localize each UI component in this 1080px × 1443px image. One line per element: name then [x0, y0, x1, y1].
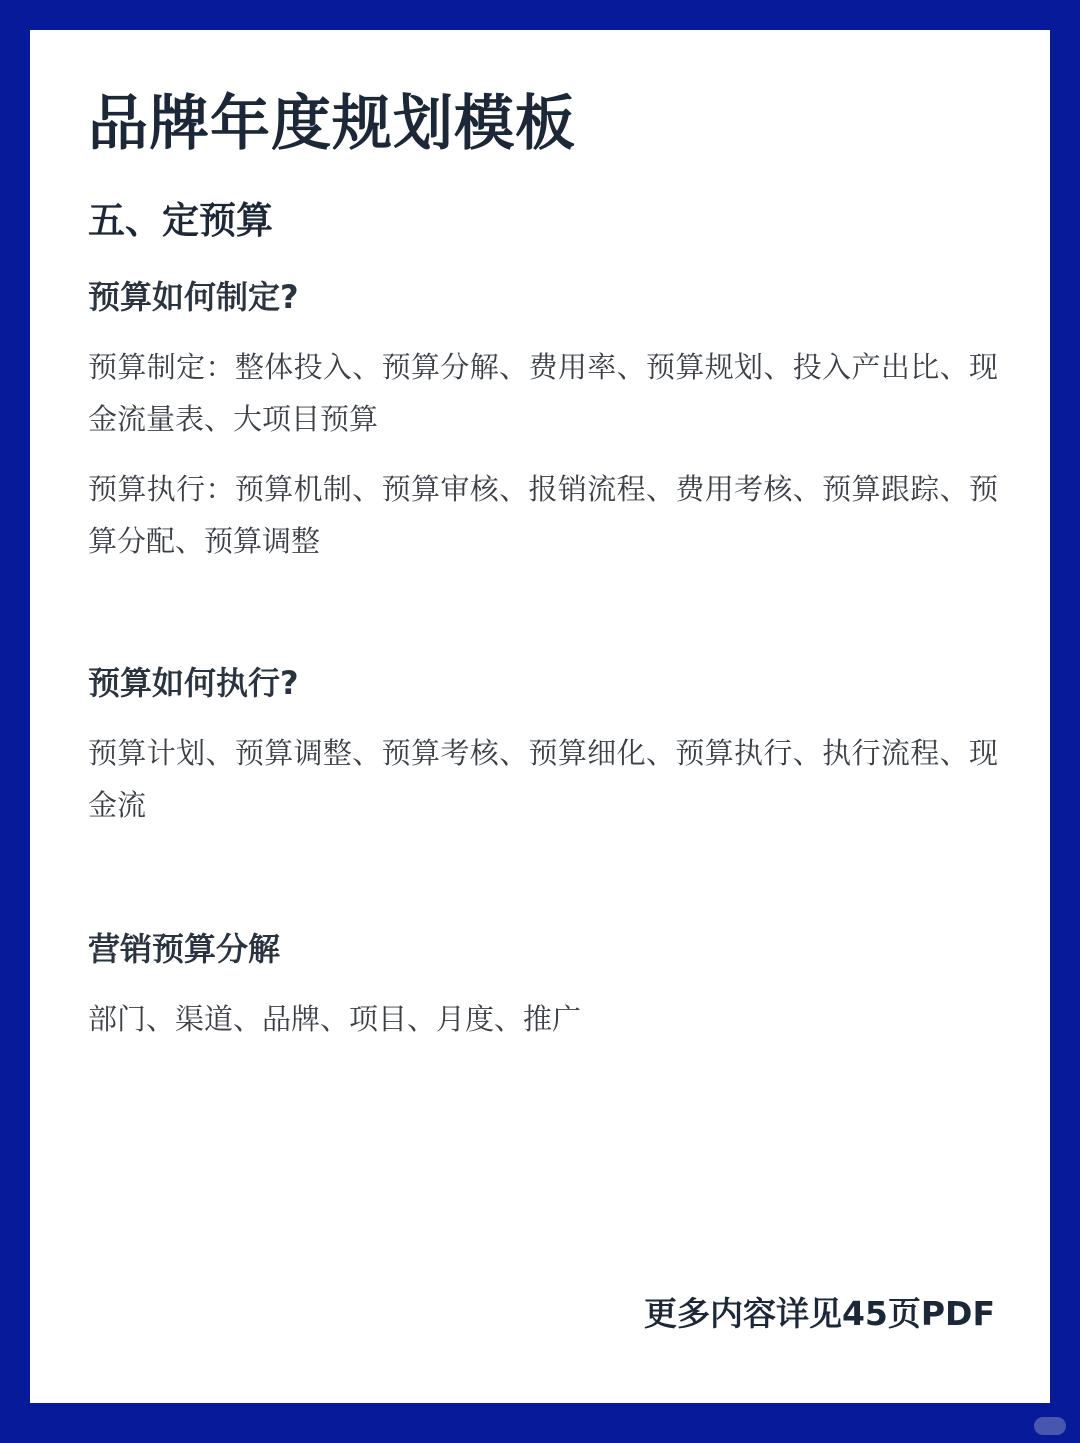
budget-setting-paragraph: 预算制定：整体投入、预算分解、费用率、预算规划、投入产出比、现金流量表、大项目预算	[88, 350, 998, 436]
marketing-budget-heading: 营销预算分解	[88, 930, 281, 968]
content-card	[30, 30, 1050, 1403]
budget-execute-paragraph: 预算计划、预算调整、预算考核、预算细化、预算执行、执行流程、现金流	[88, 736, 998, 822]
watermark-logo	[1034, 1417, 1066, 1435]
footer-note: 更多内容详见45页PDF	[643, 1294, 995, 1333]
section-title: 五、定预算	[88, 199, 273, 242]
budget-execute-heading: 预算如何执行?	[88, 664, 299, 702]
budget-execution-paragraph: 预算执行：预算机制、预算审核、报销流程、费用考核、预算跟踪、预算分配、预算调整	[88, 472, 998, 558]
page-title: 品牌年度规划模板	[88, 89, 576, 159]
marketing-budget-paragraph: 部门、渠道、品牌、项目、月度、推广	[88, 1002, 582, 1036]
budget-setting-heading: 预算如何制定?	[88, 278, 299, 316]
